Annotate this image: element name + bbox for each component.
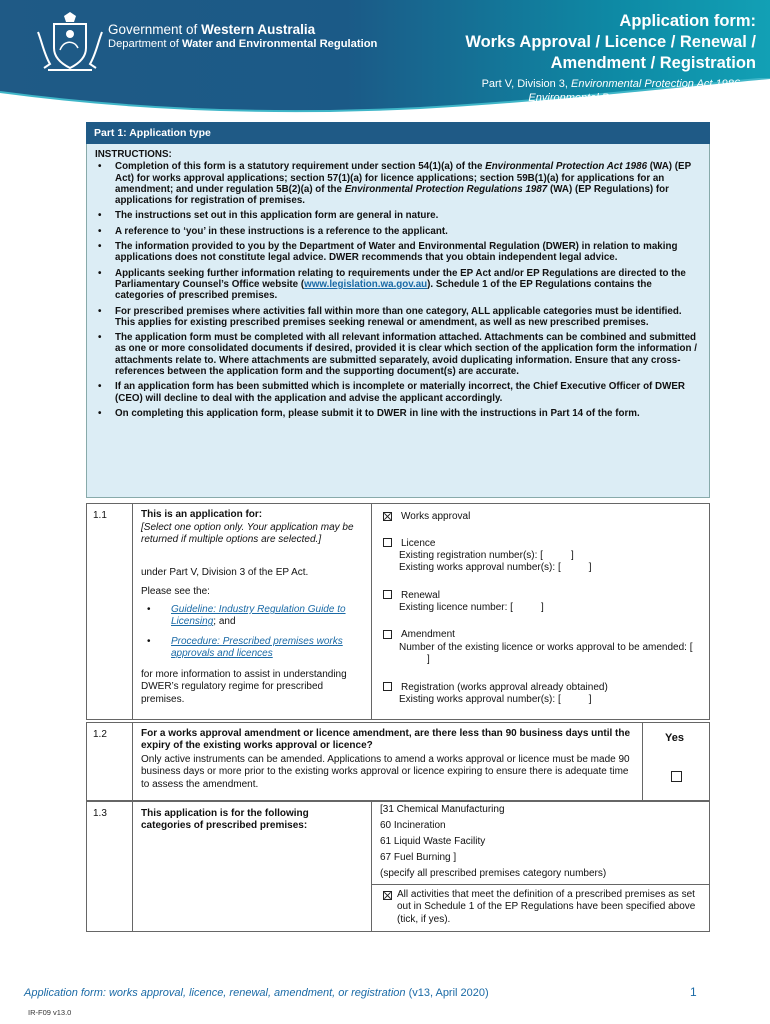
instruction-item: • The information provided to you by the Department of Water and Environmental Regulation (DWER) in relation to making applications does not constitute legal advice. DWER recommends that you obtain independent legal advice. [95,241,701,264]
footer-title: Application form: works approval, licence, renewal, amendment, or registration (v13, April 2020) [24,987,489,999]
bullet: • [147,604,151,615]
all-activities-checkbox[interactable] [383,891,392,900]
row-divider [371,884,709,885]
licence-checkbox[interactable] [383,538,392,547]
question-text: For a works approval amendment or licence amendment, are there less than 90 business days until the expiry of the existing works approval or licence? [141,728,631,752]
question-number: 1.2 [93,729,107,740]
form-title-line3: Amendment / Registration [550,54,756,72]
form-subtitle-line1: Part V, Division 3, Environmental Protection Act 1986 [481,78,740,90]
column-divider [371,504,372,719]
yes-checkbox[interactable] [671,771,682,782]
column-divider [642,723,643,800]
question-1-1 [86,503,710,720]
part1-heading: Part 1: Application type [86,122,710,144]
column-divider [371,802,372,931]
question-1-3 [86,801,710,932]
category-line[interactable]: 61 Liquid Waste Facility [380,836,486,847]
instruction-item: • On completing this application form, please submit it to DWER in line with the instructions in Part 14 of the form. [95,408,701,419]
form-title-line1: Application form: [619,12,756,30]
column-divider [132,802,133,931]
category-hint: (specify all prescribed premises category numbers) [380,868,607,879]
page-number: 1 [690,985,697,999]
question-number: 1.1 [93,510,107,521]
instruction-item: • A reference to ‘you’ in these instructions is a reference to the applicant. [95,226,701,237]
amendment-number-field[interactable]: Number of the existing licence or works approval to be amended: [] [399,642,693,666]
question-number: 1.3 [93,808,107,819]
question-text: This application is for the following categories of prescribed premises: [141,808,309,832]
registration-works-approval-field[interactable]: Existing works approval number(s): [ ] [399,694,592,705]
column-divider [132,723,133,800]
instruction-item: • The application form must be completed with all relevant information attached. Attachments can be combined and submitted as one or more consolidated documents if desired, provided it is clear which section of the application form the information / attachments relate to. Where attachments are submitted separately, avoid duplicating information. Ensure that any cross-references between the application form and the supporting document(s) are accurate. [95,332,701,377]
ep-act-note: under Part V, Division 3 of the EP Act. [141,567,309,578]
category-line[interactable]: 67 Fuel Burning ] [380,852,457,863]
instruction-item: • For prescribed premises where activities fall within more than one category, ALL applicable categories must be identified. This applies for existing prescribed premises seeking renewal or amendment, as well as new prescribed premises. [95,306,701,329]
amendment-checkbox[interactable] [383,630,392,639]
licence-label: Licence [401,538,436,549]
more-info-text: for more information to assist in understanding DWER’s regulatory regime for prescribed premises. [141,669,347,705]
government-name: Government of Western Australia [108,22,316,37]
instruction-item: • The instructions set out in this application form are general in nature. [95,210,701,221]
wa-coat-of-arms-icon [30,12,110,74]
licence-registration-field[interactable]: Existing registration number(s): [ ] [399,550,574,561]
guideline-item: Guideline: Industry Regulation Guide to Licensing; and [171,604,346,628]
form-subtitle-line2: Environmental Protection Regulations 1987 [528,92,740,104]
instructions-list [95,161,701,419]
all-activities-label: All activities that meet the definition of a prescribed premises as set out in Schedule 1 of the EP Regulations have been specified above (tick, if yes). [397,889,696,925]
column-divider [132,504,133,719]
works-approval-label: Works approval [401,511,471,522]
page-header [0,0,770,118]
form-code: IR-F09 v13.0 [28,1008,72,1017]
works-approval-checkbox[interactable] [383,512,392,521]
instructions-box [86,144,710,498]
licence-works-approval-field[interactable]: Existing works approval number(s): [ ] [399,562,592,573]
question-label: This is an application for: [141,509,263,520]
instructions-title: INSTRUCTIONS: [95,149,172,160]
category-line[interactable]: 60 Incineration [380,820,446,831]
legislation-link[interactable]: www.legislation.wa.gov.au [304,278,428,290]
department-name: Department of Water and Environmental Regulation [108,38,378,50]
registration-checkbox[interactable] [383,682,392,691]
question-note: [Select one option only. Your application may be returned if multiple options are selected.] [141,522,354,546]
bullet: • [147,636,151,647]
question-1-2 [86,722,710,801]
renewal-checkbox[interactable] [383,590,392,599]
form-title-line2: Works Approval / Licence / Renewal / [465,33,756,51]
procedure-item [171,636,356,661]
question-note: Only active instruments can be amended. Applications to amend a works approval or licence must be made 90 business days or more prior to the existing works approval or licence expiring to ensure there is adequate time to assess the amendment. [141,754,630,790]
registration-label: Registration (works approval already obtained) [401,682,608,693]
renewal-label: Renewal [401,590,440,601]
procedure-link[interactable]: Procedure: Prescribed premises works approvals and licences [171,636,343,660]
category-line[interactable]: [31 Chemical Manufacturing [380,804,505,815]
instruction-item: • If an application form has been submitted which is incomplete or materially incorrect, the Chief Executive Officer of DWER (CEO) will decline to deal with the application and advise the applicant accordingly. [95,381,701,404]
renewal-licence-field[interactable]: Existing licence number: [ ] [399,602,544,613]
amendment-label: Amendment [401,629,455,640]
instruction-item: • Completion of this form is a statutory requirement under section 54(1)(a) of the Environmental Protection Act 1986 (WA) (EP Act) for works approval applications; section 57(1)(a) for licence applications; section 59B(1)(a) for applications for an amendment; and under regulation 5B(2)(a) of the Environmental Protection Regulations 1987 (WA) (EP Regulations) for applications for registration of premises. [95,161,701,206]
yes-label: Yes [665,732,684,744]
please-see-label: Please see the: [141,586,210,597]
instruction-item: • Applicants seeking further information relating to requirements under the EP Act and/or EP Regulations are directed to the Parliamentary Counsel’s Office website (www.legislation.wa.gov.au). Schedule 1 of the EP Regulations contains the categories of prescribed premises. [95,268,701,302]
guideline-link[interactable]: Guideline: Industry Regulation Guide to Licensing [171,604,346,628]
